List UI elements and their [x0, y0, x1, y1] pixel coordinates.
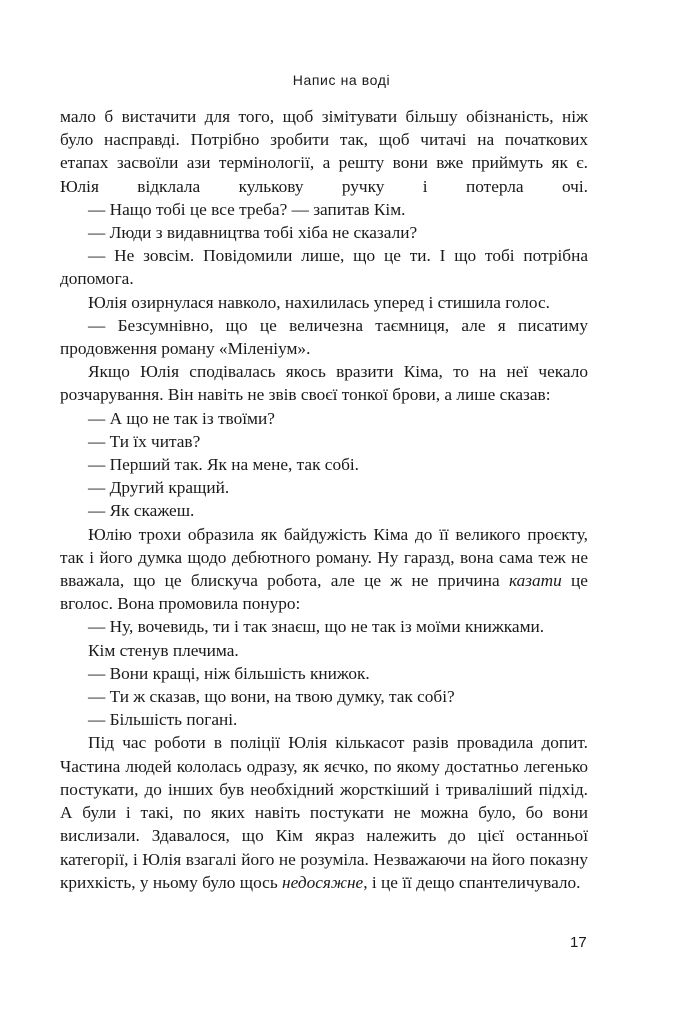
dialogue-line: — Нащо тобі це все треба? — запитав Кім. — [88, 199, 406, 219]
running-head: Напис на воді — [292, 72, 391, 88]
dialogue-line: — Люди з видавництва тобі хіба не сказали? — [88, 223, 418, 243]
paragraph: Якщо Юлія сподівалась якось вразити Кіма, то на неї чекало розчарування. Він навіть не звів своєї тонкої брови, а лише сказав: — [60, 362, 588, 405]
dialogue-line: — Ти ж сказав, що вони, на твою думку, так собі? — [88, 687, 455, 707]
dialogue-line: — Вони кращі, ніж більшість книжок. — [88, 663, 370, 683]
body-text — [60, 105, 588, 894]
dialogue-line: — Безсумнівно, що це величезна таємниця, але я писатиму продовження роману «Міленіум». — [60, 315, 588, 359]
paragraph — [60, 731, 588, 893]
dialogue-line: — Ну, вочевидь, ти і так знаєш, що не так із моїми книжками. — [88, 617, 545, 637]
paragraph: Юлія озирнулася навколо, нахилилась уперед і стишила голос. — [88, 292, 550, 312]
italic-text: казати — [508, 571, 562, 591]
italic-text: недосяжне — [282, 872, 364, 892]
paragraph — [60, 523, 588, 616]
paragraph: мало б вистачити для того, щоб зімітувати більшу обізнаність, ніж було насправді. Потрібно зробити так, щоб читачі на початкових етапах засвоїли ази термінології, а решту вони вже приймуть як є. Юлія відклала кулькову ручку і потерла очі. — [60, 107, 588, 196]
text-run: Юлію трохи образила як байдужість Кіма до її великого проєкту, так і його думка щодо дебютного роману. Ну гаразд, вона сама теж не вважала, що це блискуча робота, але це ж не причина — [60, 524, 588, 591]
paragraph: Кім стенув плечима. — [88, 640, 239, 660]
dialogue-line: — А що не так із твоїми? — [88, 408, 275, 428]
dialogue-line: — Не зовсім. Повідомили лише, що це ти. І що тобі потрібна допомога. — [60, 246, 588, 289]
text-run: , і це її дещо спантеличувало. — [363, 872, 581, 892]
dialogue-line: — Більшість погані. — [88, 710, 238, 730]
dialogue-line: — Ти їх читав? — [88, 431, 201, 451]
dialogue-line: — Як скажеш. — [88, 501, 195, 521]
text-run: це вголос. Вона промовила понуро: — [60, 571, 588, 614]
page-number: 17 — [570, 934, 587, 951]
dialogue-line: — Другий кращий. — [88, 478, 230, 498]
text-run: Під час роботи в поліції Юлія кількасот разів провадила допит. Частина людей кололась одразу, як яєчко, по якому достатньо легенько постукати, до інших був необхідний жорсткіший і триваліший підхід. А були і такі, по яких навіть постукати не можна було, бо вони вислизали. Здавалося, що Кім якраз належить до цієї останньої категорії, і Юлія взагалі його не розуміла. Незважаючи на його показну крихкість, у ньому було щось — [60, 733, 588, 892]
dialogue-line: — Перший так. Як на мене, так собі. — [88, 455, 360, 475]
